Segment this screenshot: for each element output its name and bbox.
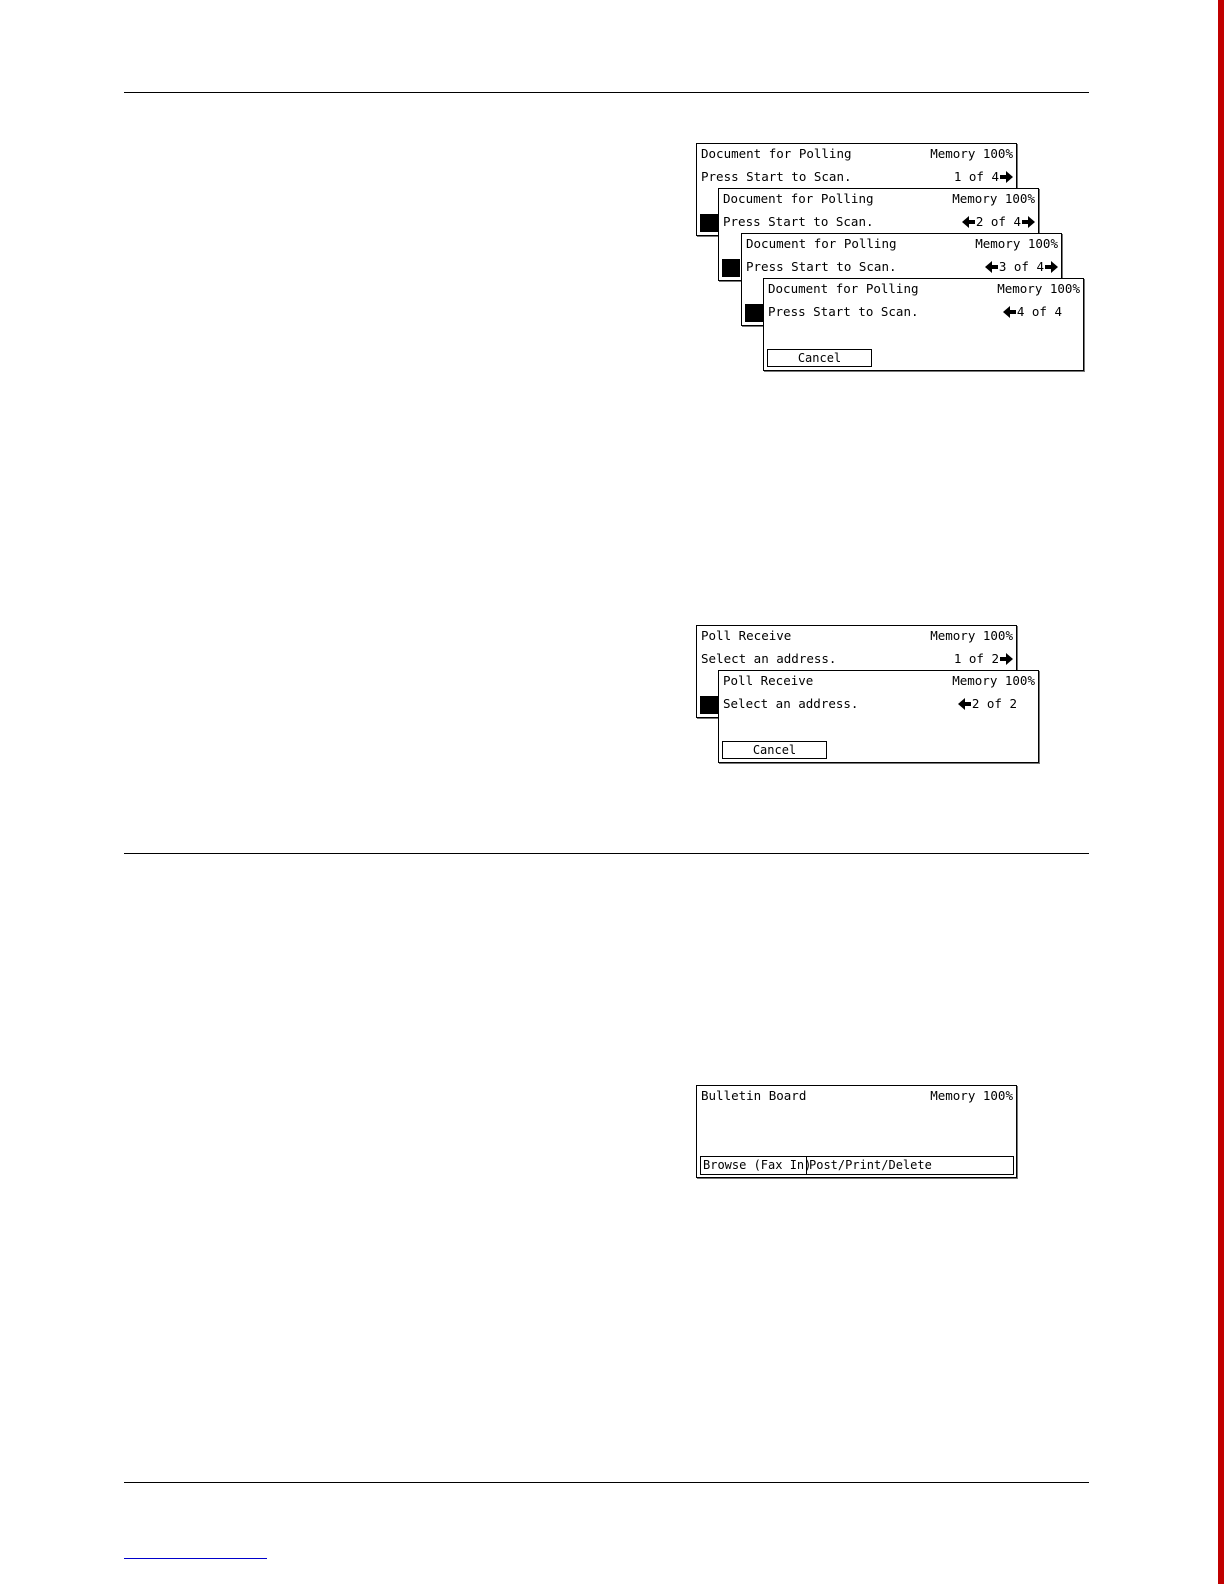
button-placeholder [745, 304, 763, 322]
page-indicator: 2 of 4 [975, 214, 1021, 229]
screen-title: Bulletin Board [701, 1088, 807, 1103]
bulletin-board-screen [696, 1085, 1017, 1178]
screen-prompt: Press Start to Scan. [768, 304, 919, 319]
browse-fax-in-button[interactable]: Browse (Fax In) [703, 1158, 812, 1172]
screen-prompt: Press Start to Scan. [746, 259, 897, 274]
page-indicator: 1 of 4 [953, 169, 999, 184]
memory-status: Memory 100% [930, 146, 1013, 161]
screen-title: Poll Receive [723, 673, 814, 688]
screen-prompt: Press Start to Scan. [723, 214, 874, 229]
next-arrow-icon[interactable] [1000, 653, 1013, 665]
button-placeholder [700, 214, 718, 232]
bulletin-board-button-bar [700, 1156, 1014, 1175]
screen-prompt: Select an address. [723, 696, 859, 711]
memory-status: Memory 100% [952, 673, 1035, 688]
cancel-button[interactable]: Cancel [722, 741, 827, 759]
screen-title: Document for Polling [701, 146, 852, 161]
memory-status: Memory 100% [930, 628, 1013, 643]
section-divider [124, 853, 1089, 854]
poll-receive-screen-2 [718, 670, 1039, 763]
screen-prompt: Press Start to Scan. [701, 169, 852, 184]
memory-status: Memory 100% [952, 191, 1035, 206]
next-arrow-icon[interactable] [1022, 216, 1035, 228]
memory-status: Memory 100% [997, 281, 1080, 296]
header-rule [124, 92, 1089, 93]
previous-arrow-icon[interactable] [958, 698, 971, 710]
screen-title: Document for Polling [723, 191, 874, 206]
screen-title: Poll Receive [701, 628, 792, 643]
footer-rule [124, 1482, 1089, 1483]
previous-arrow-icon[interactable] [985, 261, 998, 273]
screen-title: Document for Polling [746, 236, 897, 251]
cancel-button[interactable]: Cancel [767, 349, 872, 367]
next-arrow-icon[interactable] [1045, 261, 1058, 273]
next-arrow-icon[interactable] [1000, 171, 1013, 183]
page-indicator: 3 of 4 [998, 259, 1044, 274]
previous-arrow-icon[interactable] [1003, 306, 1016, 318]
page-indicator: 1 of 2 [953, 651, 999, 666]
previous-arrow-icon[interactable] [962, 216, 975, 228]
button-placeholder [722, 259, 740, 277]
post-print-delete-button[interactable]: Post/Print/Delete [809, 1158, 932, 1172]
footer-link-underline [124, 1558, 267, 1559]
screen-prompt: Select an address. [701, 651, 837, 666]
screen-title: Document for Polling [768, 281, 919, 296]
polling-screen-4 [763, 278, 1084, 371]
button-placeholder [700, 696, 718, 714]
page-indicator: 2 of 2 [971, 696, 1017, 711]
page-indicator: 4 of 4 [1016, 304, 1062, 319]
memory-status: Memory 100% [930, 1088, 1013, 1103]
page-edge-bar [1218, 0, 1224, 1584]
memory-status: Memory 100% [975, 236, 1058, 251]
